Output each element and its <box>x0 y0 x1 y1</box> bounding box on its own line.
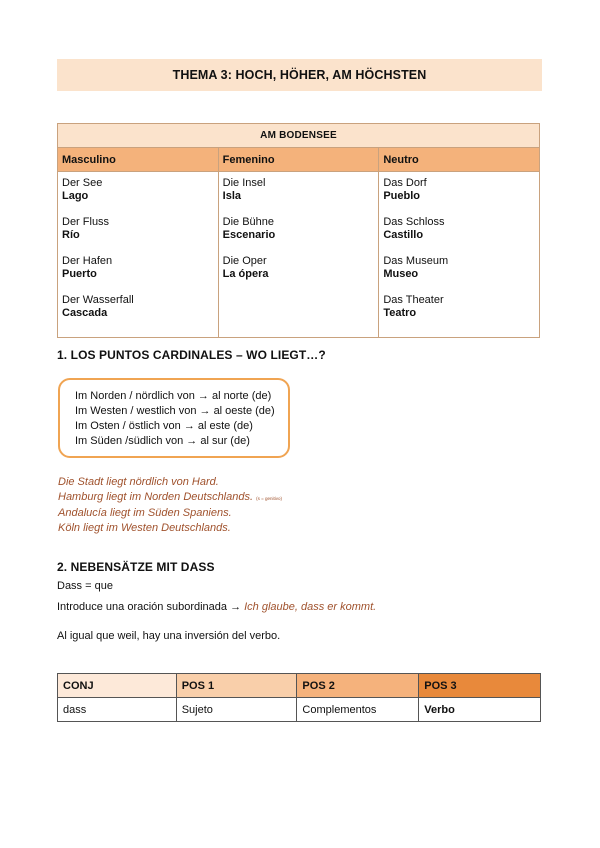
vocab-entry <box>223 216 375 242</box>
cardinal-north: Im Norden / nördlich von → al norte (de) <box>75 390 272 402</box>
german-word: Das Dorf <box>383 177 427 189</box>
spanish-word: Teatro <box>383 307 417 319</box>
spanish-word: Castillo <box>383 229 424 241</box>
cardinal-points-box <box>58 378 290 458</box>
cell-conj: dass <box>58 698 177 722</box>
vocab-column-femenino <box>218 172 379 338</box>
german-word: Das Theater <box>383 294 444 306</box>
header-pos3: POS 3 <box>419 674 541 698</box>
vocab-entry <box>223 177 375 203</box>
vocab-table <box>57 123 540 338</box>
subordinate-example: Ich glaube, dass er kommt. <box>244 601 377 613</box>
german-word: Die Insel <box>222 177 266 189</box>
header-conj: CONJ <box>58 674 177 698</box>
vocab-entry <box>383 255 535 281</box>
vocab-entry <box>223 255 375 281</box>
cell-pos3: Verbo <box>419 698 541 722</box>
german-word: Die Oper <box>222 255 267 267</box>
cardinal-south: Im Süden /südlich von → al sur (de) <box>75 435 250 447</box>
column-header-neutro: Neutro <box>379 148 540 172</box>
column-header-femenino: Femenino <box>218 148 379 172</box>
spanish-word: Escenario <box>222 229 276 241</box>
vocab-table-caption: AM BODENSEE <box>58 124 540 148</box>
spanish-word: Museo <box>383 268 419 280</box>
german-word: Der Wasserfall <box>62 294 134 306</box>
vocab-entry <box>62 255 214 281</box>
section1-heading: 1. LOS PUNTOS CARDINALES – WO LIEGT…? <box>57 348 326 362</box>
vocab-entry <box>62 216 214 242</box>
german-word: Der See <box>62 177 103 189</box>
example-sentences <box>58 475 282 535</box>
vocab-entry <box>383 294 535 320</box>
spanish-word: La ópera <box>222 268 269 280</box>
cell-pos2: Complementos <box>297 698 419 722</box>
spanish-word: Isla <box>222 190 242 202</box>
example-sentence: Köln liegt im Westen Deutschlands. <box>58 521 231 534</box>
german-word: Das Schloss <box>383 216 445 228</box>
verb-inversion-note: Al igual que weil, hay una inversión del verbo. <box>57 630 281 642</box>
subordinate-explanation <box>57 601 376 613</box>
vocab-entry <box>62 177 214 203</box>
page-title: THEMA 3: HOCH, HÖHER, AM HÖCHSTEN <box>57 59 542 91</box>
cell-pos1: Sujeto <box>176 698 297 722</box>
header-pos1: POS 1 <box>176 674 297 698</box>
vocab-column-neutro <box>379 172 540 338</box>
header-pos2: POS 2 <box>297 674 419 698</box>
german-word: Die Bühne <box>222 216 275 228</box>
german-word: Das Museum <box>383 255 449 267</box>
german-word: Der Hafen <box>62 255 113 267</box>
spanish-word: Cascada <box>62 307 108 319</box>
vocab-column-masculino <box>58 172 219 338</box>
vocab-entry <box>383 216 535 242</box>
spanish-word: Lago <box>62 190 89 202</box>
column-header-masculino: Masculino <box>58 148 219 172</box>
example-sentence <box>58 490 282 507</box>
spanish-word: Río <box>62 229 80 241</box>
subordinate-explanation-text: Introduce una oración subordinada → <box>57 601 245 613</box>
example-sentence: Die Stadt liegt nördlich von Hard. <box>58 476 219 488</box>
section2-heading: 2. NEBENSÄTZE MIT DASS <box>57 560 215 574</box>
genitive-note: (s = genitivo) <box>256 495 282 501</box>
example-sentence: Andalucía liegt im Süden Spaniens. <box>58 507 232 519</box>
vocab-entry <box>383 177 535 203</box>
vocab-entry <box>62 294 214 320</box>
dass-definition: Dass = que <box>57 580 113 592</box>
cardinal-east: Im Osten / östlich von → al este (de) <box>75 420 253 432</box>
cardinal-west: Im Westen / westlich von → al oeste (de) <box>75 405 275 417</box>
spanish-word: Puerto <box>62 268 97 280</box>
word-order-table <box>57 673 541 722</box>
spanish-word: Pueblo <box>383 190 420 202</box>
german-word: Der Fluss <box>62 216 110 228</box>
example-sentence-text: Hamburg liegt im Norden Deutschlands. <box>58 490 254 503</box>
